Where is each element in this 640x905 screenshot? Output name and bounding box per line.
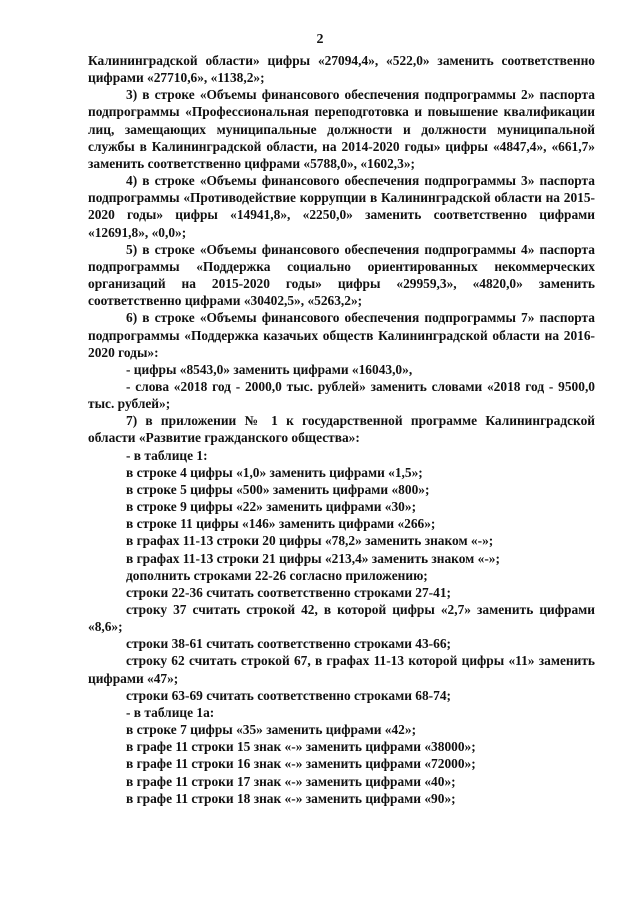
paragraph-item-6: 6) в строке «Объемы финансового обеспечения подпрограммы 7» паспорта подпрограммы «Поддержка казачьих обществ Калининградской области на 2016-2020 годы»: bbox=[88, 310, 595, 360]
paragraph-item-4: 4) в строке «Объемы финансового обеспечения подпрограммы 3» паспорта подпрограммы «Противодействие коррупции в Калининградской области на 2015-2020 годы» цифры «14941,8», «2250,0» заменить соответственно цифрами «12691,8», «0,0»; bbox=[88, 173, 595, 240]
list-item: дополнить строками 22-26 согласно приложению; bbox=[126, 567, 428, 583]
list-item: строку 62 считать строкой 67, в графах 11-13 которой цифры «11» заменить цифрами «47»; bbox=[88, 653, 595, 686]
list-item: в графе 11 строки 18 знак «-» заменить цифрами «90»; bbox=[126, 790, 456, 806]
list-item: в графах 11-13 строки 21 цифры «213,4» заменить знаком «-»; bbox=[126, 550, 500, 566]
list-item: строки 38-61 считать соответственно строками 43-66; bbox=[126, 636, 451, 652]
list-item: в графе 11 строки 17 знак «-» заменить цифрами «40»; bbox=[126, 773, 456, 789]
list-item: в строке 5 цифры «500» заменить цифрами «800»; bbox=[126, 481, 430, 497]
paragraph-continuation: Калининградской области» цифры «27094,4», «522,0» заменить соответственно цифрами «27710,6», «1138,2»; bbox=[88, 53, 595, 86]
list-item: в графе 11 строки 16 знак «-» заменить цифрами «72000»; bbox=[126, 756, 476, 772]
paragraph-item-5: 5) в строке «Объемы финансового обеспечения подпрограммы 4» паспорта подпрограммы «Поддержка социально ориентированных некоммерческих организаций на 2015-2020 годы» цифры «29959,3», «4820,0» заменить соответственно цифрами «30402,5», «5263,2»; bbox=[88, 241, 595, 309]
list-item: в строке 4 цифры «1,0» заменить цифрами «1,5»; bbox=[126, 464, 423, 480]
list-item-table-1a: - в таблице 1а: bbox=[126, 704, 215, 720]
list-item: в строке 9 цифры «22» заменить цифрами «30»; bbox=[126, 499, 417, 515]
paragraph-item-7: 7) в приложении № 1 к государственной программе Калининградской области «Развитие гражданского общества»: bbox=[88, 413, 595, 446]
list-item-table-1: - в таблице 1: bbox=[126, 447, 208, 463]
list-item-digits: - цифры «8543,0» заменить цифрами «16043,0», bbox=[126, 361, 413, 377]
list-item: в строке 7 цифры «35» заменить цифрами «42»; bbox=[126, 722, 417, 738]
list-item: в строке 11 цифры «146» заменить цифрами «266»; bbox=[126, 516, 436, 532]
list-item: строку 37 считать строкой 42, в которой цифры «2,7» заменить цифрами «8,6»; bbox=[88, 602, 595, 635]
list-item: в графах 11-13 строки 20 цифры «78,2» заменить знаком «-»; bbox=[126, 533, 494, 549]
list-item: строки 63-69 считать соответственно строками 68-74; bbox=[126, 687, 451, 703]
list-item-words: - слова «2018 год - 2000,0 тыс. рублей» заменить словами «2018 год - 9500,0 тыс. рублей»; bbox=[88, 378, 595, 412]
list-item: строки 22-36 считать соответственно строками 27-41; bbox=[126, 584, 451, 600]
page-number: 2 bbox=[316, 32, 324, 47]
document-body bbox=[88, 52, 595, 807]
paragraph-item-3: 3) в строке «Объемы финансового обеспечения подпрограммы 2» паспорта подпрограммы «Профессиональная переподготовка и повышение квалификации лиц, замещающих муниципальные должности и должности муниципальной службы в Калининградской области, на 2014-2020 годы» цифры «4847,4», «661,7» заменить соответственно цифрами «5788,0», «1602,3»; bbox=[88, 87, 595, 171]
list-item: в графе 11 строки 15 знак «-» заменить цифрами «38000»; bbox=[126, 739, 476, 755]
